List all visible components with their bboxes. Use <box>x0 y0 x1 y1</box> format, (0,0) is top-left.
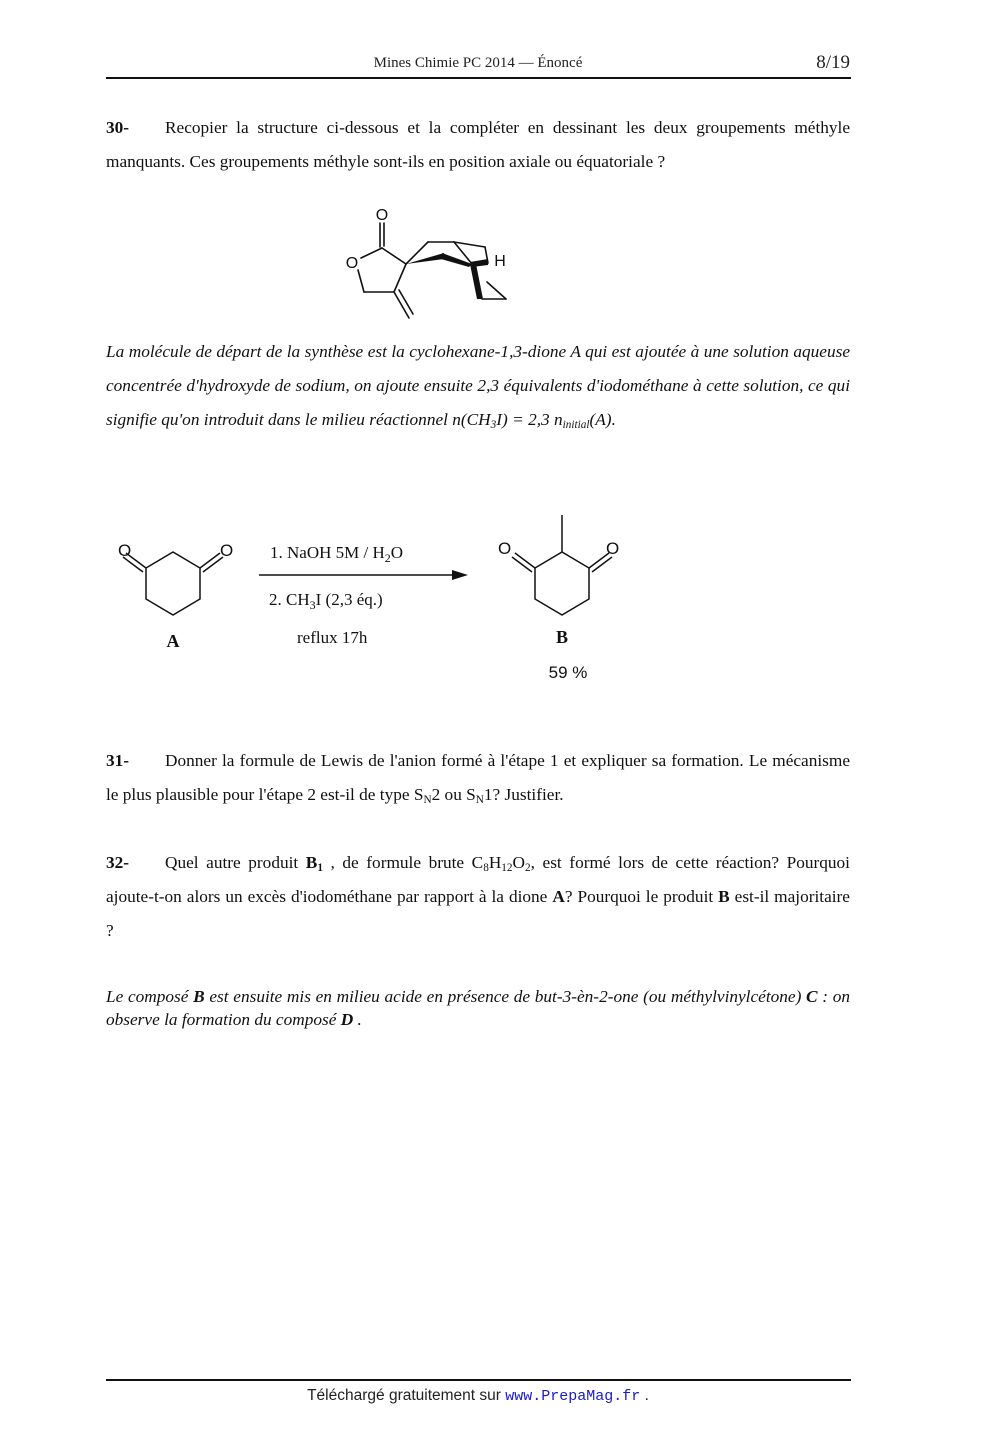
condition-step-2: 2. $CH_3I$ (2,3 éq.) <box>269 590 383 612</box>
wedge-bond <box>441 253 472 267</box>
header-divider <box>106 77 851 79</box>
compound-a-label: A <box>552 887 565 906</box>
ring-a <box>146 552 200 615</box>
lactone-structure-diagram <box>336 200 526 325</box>
intro-paragraph <box>106 335 850 437</box>
compound-b1-label: B <box>305 853 318 872</box>
reactant-label: A <box>166 631 180 651</box>
question-text: est-il majoritaire ? <box>106 887 850 940</box>
oxygen-atom-label: O <box>220 541 234 560</box>
bond <box>487 282 506 299</box>
outro-text: . <box>353 1010 362 1029</box>
subscript: 1 <box>317 861 323 874</box>
product-label: B <box>555 627 569 647</box>
subscript: 12 <box>501 861 513 874</box>
question-32 <box>106 846 850 948</box>
hydrogen-atom-label: H <box>494 253 506 270</box>
bond <box>394 264 406 292</box>
oxygen-atom-label: O <box>606 539 620 558</box>
question-number: 31- <box>106 751 130 770</box>
subscript: N <box>423 793 432 806</box>
condition-step-3: reflux 17h <box>297 628 368 647</box>
condition-step-1: 1. NaOH $5M / H_2O$ <box>270 543 404 565</box>
compound-b-label: B <box>718 887 730 906</box>
question-text: Recopier la structure ci-dessous et la compléter en dessinant les deux groupements méthyle manquants. Ces groupements méthyle sont-ils en position axiale ou équatoriale ? <box>106 118 850 171</box>
page-number: 8/19 <box>816 52 850 73</box>
question-text: Quel autre produit <box>165 853 306 872</box>
footer-text: . <box>640 1387 649 1404</box>
oxygen-atom-label: O <box>118 541 132 560</box>
document-title: Mines Chimie PC 2014 — Énoncé <box>373 55 583 71</box>
bond <box>394 292 409 318</box>
carbonyl-bond <box>592 557 612 572</box>
outro-paragraph <box>106 985 850 1031</box>
page-footer <box>106 1387 850 1405</box>
footer-divider <box>106 1379 851 1381</box>
subscript: 8 <box>483 861 489 874</box>
question-number: 32- <box>106 853 130 872</box>
yield-label: 59 % <box>548 663 588 682</box>
oxygen-atom-label: O <box>345 255 359 272</box>
outro-text: Le composé <box>106 987 194 1006</box>
oxygen-atom-label: O <box>498 539 512 558</box>
carbonyl-bond <box>200 553 220 568</box>
question-text: , est formé lors de cette réaction? Pourquoi ajoute-t-on alors un excès d'iodométhane par rapport à la dione <box>106 853 850 906</box>
oxygen-atom-label: O <box>375 207 389 224</box>
question-text: Donner la formule de Lewis de l'anion formé à l'étape 1 et expliquer sa formation. Le mécanisme le plus plausible pour l'étape 2 est-il de type S <box>106 751 850 804</box>
question-text: , de formule brute C <box>322 853 484 872</box>
question-text: 1? Justifier. <box>483 785 564 804</box>
compound-d-label: D <box>340 1010 354 1029</box>
carbonyl-bond <box>515 553 535 568</box>
formula-part: (A). <box>589 410 616 429</box>
question-31 <box>106 744 850 812</box>
ring-b <box>535 552 589 615</box>
wedge-bond <box>470 264 483 299</box>
formula-part: I) = 2,3 n <box>496 410 563 429</box>
bond <box>399 290 413 314</box>
intro-text: La molécule de départ de la synthèse est la cyclohexane-1,3-dione A qui est ajoutée à une solution aqueuse concentrée d'hydroxyde de sodium, on ajoute ensuite 2,3 équivalents d'iodométhane à cette solution, ce qui signifie qu'on introduit dans le milieu réactionnel <box>106 342 850 429</box>
formula-part: n(CH <box>452 410 491 429</box>
compound-b-label: B <box>193 987 205 1006</box>
question-30 <box>106 111 850 179</box>
question-text: 2 ou S <box>431 785 476 804</box>
page-header <box>106 52 850 78</box>
carbonyl-bond <box>512 557 532 572</box>
question-text: ? Pourquoi le produit <box>564 887 719 906</box>
bond <box>358 270 364 292</box>
formula-subscript: 3 <box>490 418 497 431</box>
bond <box>454 242 485 247</box>
outro-text: est ensuite mis en milieu acide en présence de but-3-èn-2-one (ou méthylvinylcétone) <box>204 987 807 1006</box>
subscript: N <box>475 793 484 806</box>
prepamag-link[interactable]: www.PrepaMag.fr <box>505 1388 641 1405</box>
reaction-arrow-head <box>452 570 468 580</box>
bond <box>361 248 382 258</box>
question-text: O <box>512 853 526 872</box>
footer-text: Téléchargé gratuitement sur <box>307 1387 506 1404</box>
question-number: 30- <box>106 118 130 137</box>
reaction-scheme <box>106 505 626 690</box>
compound-c-label: C <box>806 987 818 1006</box>
formula-subscript: initial <box>562 418 590 431</box>
bond <box>382 248 406 264</box>
outro-text: : on observe la formation du composé <box>106 987 850 1029</box>
subscript: 2 <box>525 861 531 874</box>
question-text: H <box>488 853 502 872</box>
